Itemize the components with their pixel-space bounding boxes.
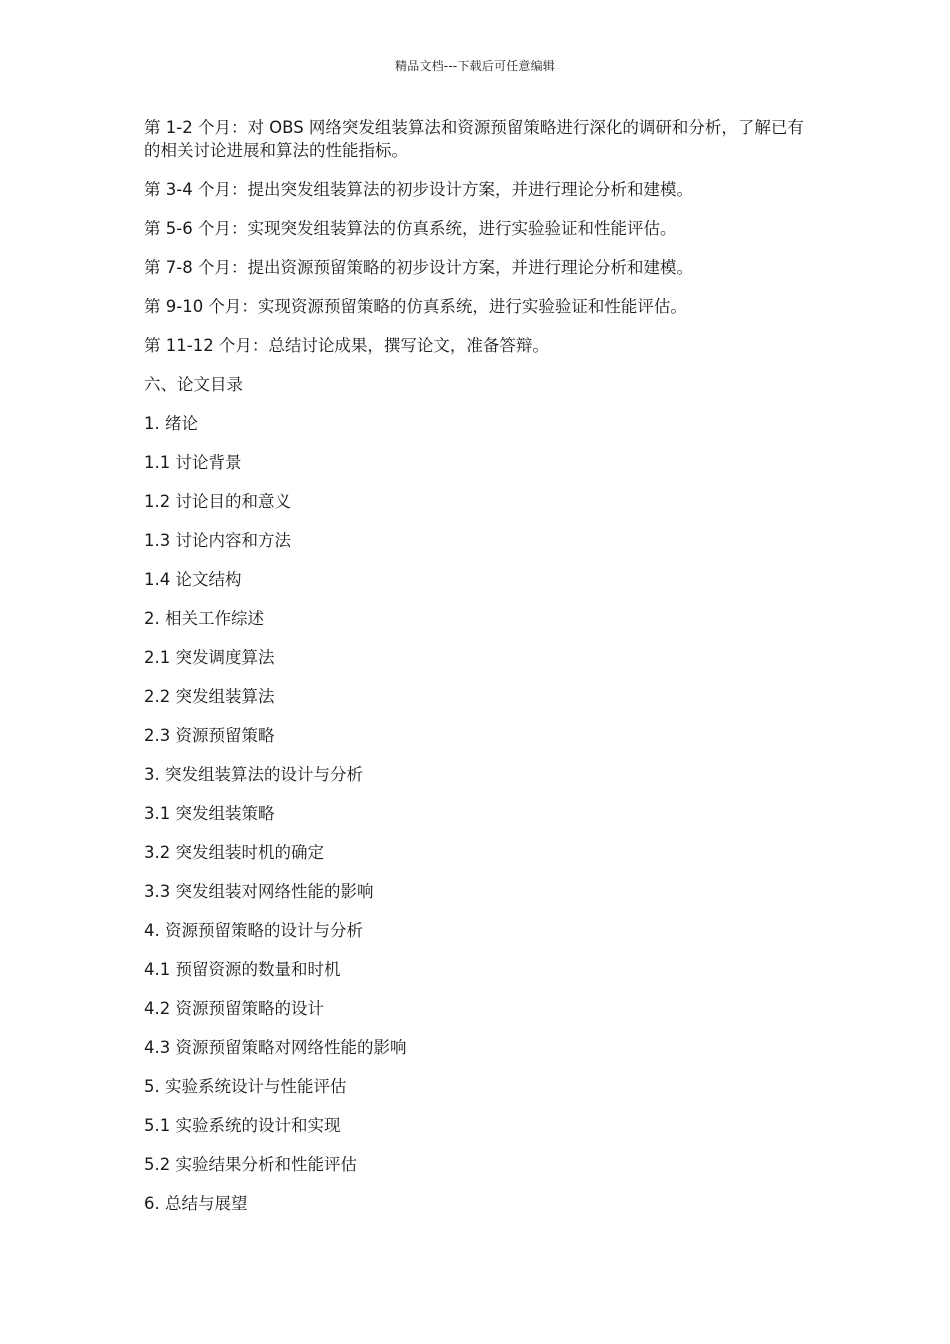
toc-item: 2.3 资源预留策略 bbox=[144, 726, 275, 745]
schedule-item-5: 第 9-10 个月：实现资源预留策略的仿真系统，进行实验验证和性能评估。 bbox=[144, 297, 687, 316]
toc-item: 3. 突发组装算法的设计与分析 bbox=[144, 765, 363, 784]
schedule-item-6: 第 11-12 个月：总结讨论成果，撰写论文，准备答辩。 bbox=[144, 336, 549, 355]
toc-item: 4.2 资源预留策略的设计 bbox=[144, 999, 324, 1018]
toc-item: 5.2 实验结果分析和性能评估 bbox=[144, 1155, 357, 1174]
toc-item: 2.2 突发组装算法 bbox=[144, 687, 275, 706]
toc-item: 4.3 资源预留策略对网络性能的影响 bbox=[144, 1038, 407, 1057]
toc-heading: 六、论文目录 bbox=[144, 375, 243, 394]
document-body bbox=[144, 116, 809, 1231]
toc-item: 4.1 预留资源的数量和时机 bbox=[144, 960, 341, 979]
toc-item: 2.1 突发调度算法 bbox=[144, 648, 275, 667]
toc-item: 4. 资源预留策略的设计与分析 bbox=[144, 921, 363, 940]
schedule-item-1: 第 1-2 个月：对 OBS 网络突发组装算法和资源预留策略进行深化的调研和分析，了解已有的相关讨论进展和算法的性能指标。 bbox=[144, 118, 804, 160]
toc-item: 3.2 突发组装时机的确定 bbox=[144, 843, 324, 862]
toc-item: 5. 实验系统设计与性能评估 bbox=[144, 1077, 347, 1096]
schedule-item-3: 第 5-6 个月：实现突发组装算法的仿真系统，进行实验验证和性能评估。 bbox=[144, 219, 677, 238]
toc-item: 3.1 突发组装策略 bbox=[144, 804, 275, 823]
toc-item: 1.3 讨论内容和方法 bbox=[144, 531, 291, 550]
toc-item: 1.2 讨论目的和意义 bbox=[144, 492, 291, 511]
toc-item: 1. 绪论 bbox=[144, 414, 198, 433]
toc-item: 5.1 实验系统的设计和实现 bbox=[144, 1116, 341, 1135]
schedule-item-2: 第 3-4 个月：提出突发组装算法的初步设计方案，并进行理论分析和建模。 bbox=[144, 180, 693, 199]
toc-item: 1.1 讨论背景 bbox=[144, 453, 242, 472]
toc-item: 3.3 突发组装对网络性能的影响 bbox=[144, 882, 374, 901]
toc-item: 1.4 论文结构 bbox=[144, 570, 242, 589]
toc-item: 6. 总结与展望 bbox=[144, 1194, 248, 1213]
header-note: 精品文档---下载后可任意编辑 bbox=[395, 59, 555, 73]
toc-item: 2. 相关工作综述 bbox=[144, 609, 264, 628]
schedule-item-4: 第 7-8 个月：提出资源预留策略的初步设计方案，并进行理论分析和建模。 bbox=[144, 258, 693, 277]
